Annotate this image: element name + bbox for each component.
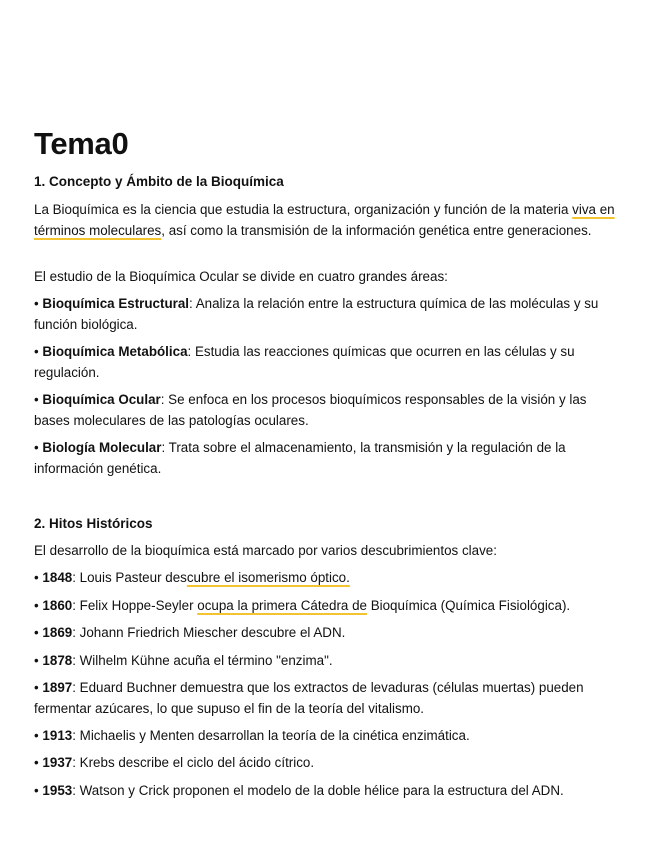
hito-highlighted-text: cubre el isomerismo óptico. xyxy=(186,570,350,585)
area-term: Bioquímica Estructural xyxy=(42,296,190,311)
bullet: • xyxy=(34,680,43,695)
area-item xyxy=(34,294,624,335)
hito-desc: : Krebs describe el ciclo del ácido cítrico. xyxy=(72,755,315,770)
bullet: • xyxy=(34,755,43,770)
hito-year: 1878 xyxy=(42,653,73,668)
hito-year: 1869 xyxy=(42,625,73,640)
area-item xyxy=(34,438,624,479)
section-1-intro-block xyxy=(34,200,624,241)
bullet: • xyxy=(34,783,43,798)
hito-item xyxy=(34,753,624,774)
hito-desc: : Johann Friedrich Miescher descubre el ADN. xyxy=(72,625,346,640)
area-item xyxy=(34,390,624,431)
bullet: • xyxy=(34,344,43,359)
hitos-intro-block xyxy=(34,541,624,562)
bullet: • xyxy=(34,598,43,613)
area-desc: : Trata sobre el almacenamiento, la transmisión y la regulación de la información genética. xyxy=(34,440,566,476)
intro-text-a: La Bioquímica es la ciencia que estudia la estructura, organización y función de la materia xyxy=(34,202,573,217)
area-term: Bioquímica Metabólica xyxy=(42,344,188,359)
hito-year: 1848 xyxy=(42,570,73,585)
hito-desc: : Watson y Crick proponen el modelo de la doble hélice para la estructura del ADN. xyxy=(72,783,564,798)
bullet: • xyxy=(34,653,43,668)
intro-text-b: , así como la transmisión de la información genética entre generaciones. xyxy=(161,222,592,238)
section-1-heading-block xyxy=(34,172,624,192)
area-term: Bioquímica Ocular xyxy=(42,392,161,407)
hito-item xyxy=(34,678,624,719)
bullet: • xyxy=(34,440,43,455)
hito-year: 1860 xyxy=(42,598,73,613)
hito-item xyxy=(34,623,624,644)
bullet: • xyxy=(34,625,43,640)
hito-year: 1953 xyxy=(42,783,73,798)
section-2-heading-block xyxy=(34,514,624,534)
hito-item xyxy=(34,726,624,747)
area-item xyxy=(34,342,624,383)
area-term: Biología Molecular xyxy=(42,440,162,455)
area-desc: : Analiza la relación entre la estructura química de las moléculas y su función biológica. xyxy=(34,296,599,332)
hito-desc-end: Bioquímica (Química Fisiológica). xyxy=(366,598,571,613)
hito-desc: : Michaelis y Menten desarrollan la teoría de la cinética enzimática. xyxy=(72,728,470,743)
hito-desc: : Louis Pasteur des xyxy=(72,570,187,585)
hito-desc: : Felix Hoppe-Seyler xyxy=(72,598,198,613)
bullet: • xyxy=(34,570,43,585)
bullet: • xyxy=(34,392,43,407)
area-desc: : Estudia las reacciones químicas que ocurren en las células y su regulación. xyxy=(34,344,575,380)
bullet: • xyxy=(34,296,43,311)
section-2-heading: 2. Hitos Históricos xyxy=(34,516,153,531)
bullet: • xyxy=(34,728,43,743)
hito-year: 1937 xyxy=(42,755,73,770)
hito-item xyxy=(34,568,624,589)
hito-highlighted-text: ocupa la primera Cátedra de xyxy=(197,598,367,613)
section-1-heading: 1. Concepto y Ámbito de la Bioquímica xyxy=(34,174,284,189)
hito-item xyxy=(34,781,624,802)
hito-year: 1913 xyxy=(42,728,73,743)
section-1-intro xyxy=(34,200,624,241)
hito-year: 1897 xyxy=(42,680,73,695)
hito-desc: : Wilhelm Kühne acuña el término "enzima". xyxy=(72,653,333,668)
hito-item xyxy=(34,651,624,672)
hitos-intro: El desarrollo de la bioquímica está marcado por varios descubrimientos clave: xyxy=(34,543,497,558)
areas-intro-block xyxy=(34,267,624,288)
page-title: Tema0 xyxy=(34,126,129,161)
area-desc: : Se enfoca en los procesos bioquímicos responsables de la visión y las bases moleculares de las patologías oculares. xyxy=(34,392,587,428)
intro-highlighted-text: viva en términos moleculares xyxy=(34,202,615,238)
hito-desc: : Eduard Buchner demuestra que los extractos de levaduras (células muertas) pueden fermentar azúcares, lo que supuso el fin de la teoría del vitalismo. xyxy=(34,680,584,716)
areas-intro: El estudio de la Bioquímica Ocular se divide en cuatro grandes áreas: xyxy=(34,269,448,284)
hito-item xyxy=(34,596,624,617)
